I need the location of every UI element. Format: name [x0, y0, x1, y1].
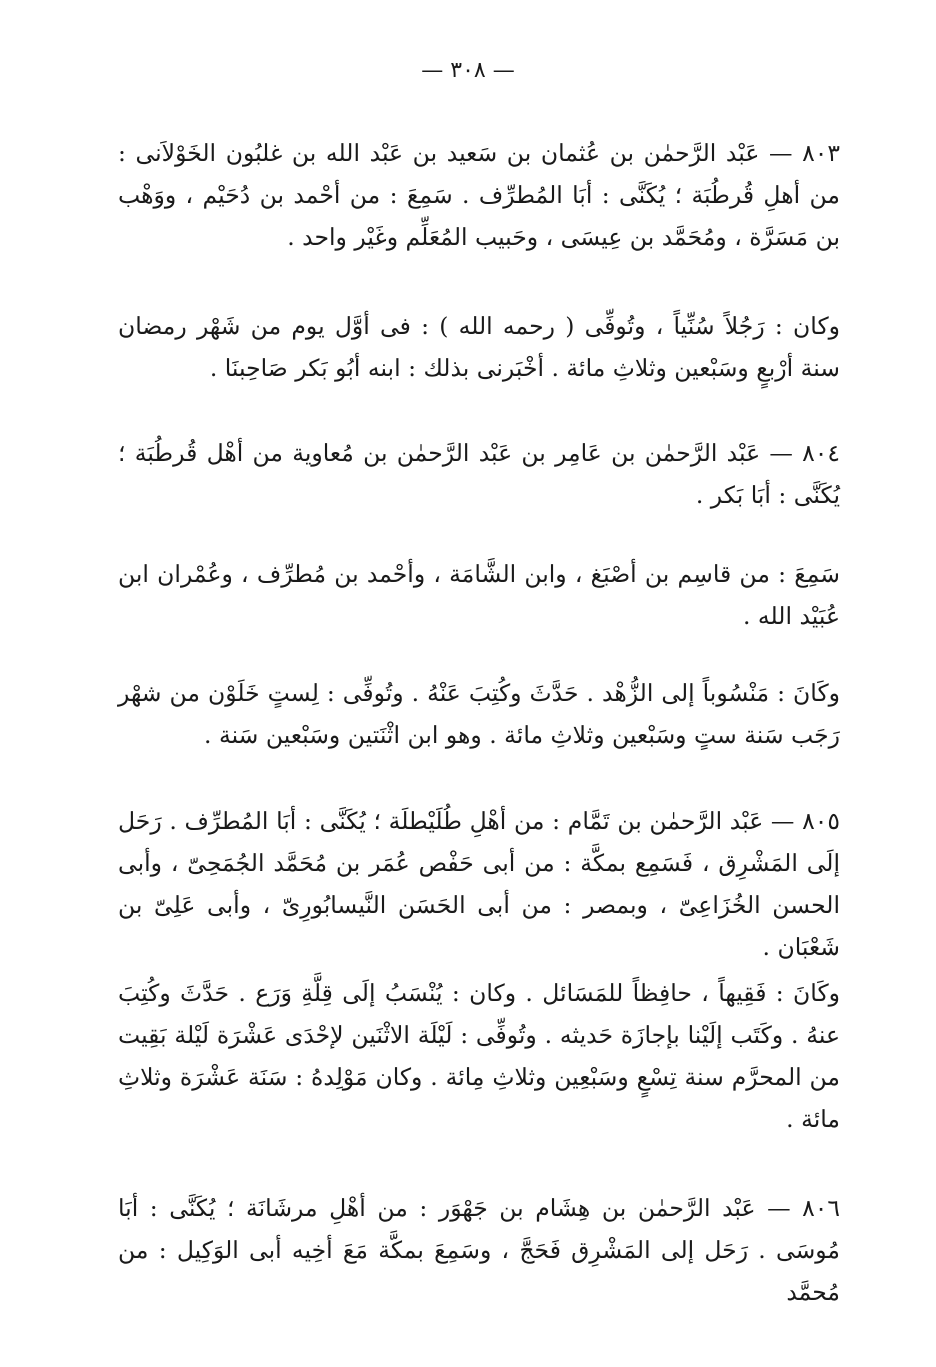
entry-803-biography — [118, 305, 840, 389]
entry-803-biography-text: وكان : رَجُلاً سُنِّياً ، وتُوفِّى ( رحمه الله ) : فى أوَّل يوم من شَهْر رمضان سنة أرْبعٍ وسَبْعين وثلاثِ مائة . أخْبَرنى بذلك : ابنه أبُو بَكر صَاحِبنَا . — [118, 312, 840, 382]
entry-805-biography — [118, 972, 840, 1140]
entry-803-heading-text: ٨٠٣ — عَبْد الرَّحمٰن بن عُثمان بن سَعيد بن عَبْد الله بن غلبُون الخَوْلاَنى : من أهلِ قُرطُبَة ؛ يُكَنَّى : أبَا المُطرِّف . سَمِعَ : من أحْمد بن دُحَيْم ، ووَهْب بن مَسَرَّة ، ومُحَمَّد بن عِيسَى ، وحَبيب المُعَلِّم وغَيْر واحد . — [118, 139, 840, 251]
page-number: — ٣٠٨ — — [421, 58, 515, 83]
entry-804-heading-text: ٨٠٤ — عَبْد الرَّحمٰن بن عَامِر بن عَبْد الرَّحمٰن بن مُعاوية من أهْل قُرطُبَة ؛ يُكَنَّى : أبَا بَكر . — [118, 439, 840, 509]
entry-806-heading-text: ٨٠٦ — عَبْد الرَّحمٰن بن هِشَام بن جَهْوَر : من أهْلِ مرشَانَة ؛ يُكَنَّى : أبَا مُوسَى . رَحَل إلى المَشْرِق فَحَجَّ ، وسَمِعَ بمكَّة مَعَ أخِيه أبى الوَكِيل : من مُحمَّد — [118, 1194, 840, 1306]
entry-805-biography-text: وكَانَ : فَقِيهاً ، حافِظاً للمَسَائل . وكان : يُنْسَبُ إلَى قِلَّةِ وَرَع . حَدَّثَ وكُتِبَ عنهُ . وكَتَب إلَيْنا بإجازَة حَديثه . وتُوفِّى : لَيْلَة الاثْنَين لإحْدَى عَشْرَة لَيْلة بَقِيت من المحرَّم سنة تِسْعٍ وسَبْعِين وثلاثِ مِائة . وكان مَوْلِدهُ : سَنَة عَشْرَة وثلاثِ مائة . — [118, 979, 840, 1133]
entry-806-heading — [118, 1187, 840, 1313]
entry-804-teachers — [118, 553, 840, 637]
entry-804-biography — [118, 672, 840, 756]
entry-804-teachers-text: سَمِعَ : من قاسِم بن أصْبَغ ، وابن الشَّامَة ، وأحْمد بن مُطرِّف ، وعُمْران ابن عُبَيْد الله . — [118, 560, 840, 630]
entry-803-heading — [118, 132, 840, 258]
entry-804-heading — [118, 432, 840, 516]
entry-804-biography-text: وكَانَ : مَنْسُوباً إلى الزُّهْد . حَدَّثَ وكُتِبَ عَنْهُ . وتُوفِّى : لِستٍ خَلَوْن من شهْر رَجَب سَنة ستٍ وسَبْعين وثلاثِ مائة . وهو ابن اثْنَتين وسَبْعين سَنة . — [118, 679, 840, 749]
entry-805-heading-text: ٨٠٥ — عَبْد الرَّحمٰن بن تَمَّام : من أهْلِ طُلَيْطلَة ؛ يُكَنَّى : أبَا المُطرِّف . رَحَل إلَى المَشْرِق ، فَسَمِع بمكَّة : من أبى حَفْص عُمَر بن مُحَمَّد الجُمَحِىّ ، وأبى الحسن الخُزَاعِىّ ، وبمصر : من أبى الحَسَن النَّيسابُورِىّ ، وأبى عَلِىّ بن شَعْبَان . — [118, 807, 840, 961]
entry-805-heading — [118, 800, 840, 968]
